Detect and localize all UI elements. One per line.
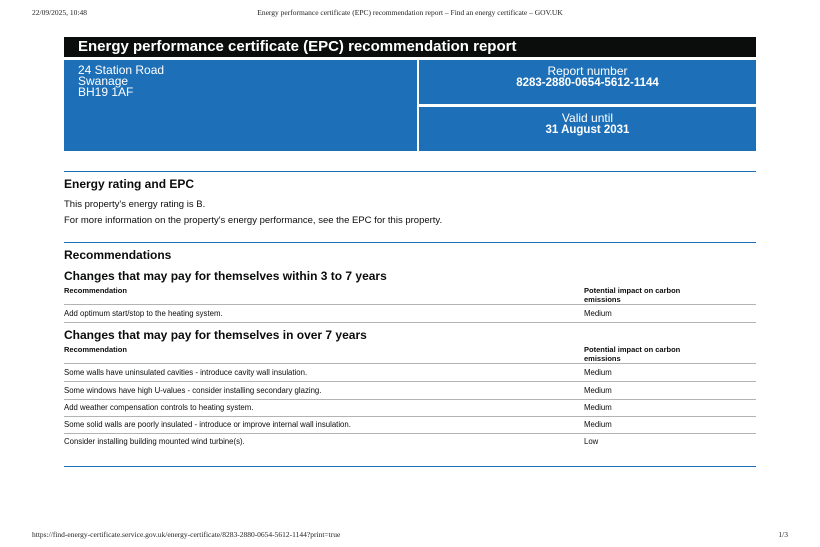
property-address xyxy=(64,60,417,151)
table-row xyxy=(64,305,756,323)
report-number-label: Report number xyxy=(547,64,628,78)
valid-until-date: 31 August 2031 xyxy=(545,124,630,136)
section-divider xyxy=(64,466,756,467)
report-number: 8283-2880-0654-5612-1144 xyxy=(516,77,659,89)
table-row xyxy=(64,416,756,434)
report-number-box xyxy=(419,60,756,104)
print-page-number: 1/3 xyxy=(778,530,788,539)
recommendation-text: Add weather compensation controls to heating system. xyxy=(64,403,254,412)
impact-value: Medium xyxy=(584,403,612,412)
col-impact xyxy=(584,286,756,304)
impact-value: Medium xyxy=(584,309,612,318)
address-line-3: BH19 1AF xyxy=(78,85,134,99)
impact-value: Medium xyxy=(584,420,612,429)
valid-until-label: Valid until xyxy=(561,111,614,125)
table-row xyxy=(64,433,756,450)
print-page-title: Energy performance certificate (EPC) recommendation report – Find an energy certificate – GOV.UK xyxy=(257,8,563,17)
impact-value: Medium xyxy=(584,386,612,395)
col-impact-line1: Potential impact on carbon xyxy=(584,345,681,354)
col-impact xyxy=(584,345,756,363)
recommendation-text: Some windows have high U-values - consider installing secondary glazing. xyxy=(64,386,322,395)
print-header xyxy=(32,8,788,20)
section-divider xyxy=(64,171,756,172)
energy-rating-more-info: For more information on the property's energy performance, see the EPC for this property. xyxy=(64,215,443,226)
table-row xyxy=(64,364,756,382)
impact-value: Medium xyxy=(584,368,612,377)
energy-rating-heading: Energy rating and EPC xyxy=(64,177,195,191)
col-impact-line1: Potential impact on carbon xyxy=(584,286,681,295)
print-url: https://find-energy-certificate.service.gov.uk/energy-certificate/8283-2880-0654-5612-1144?print=true xyxy=(32,530,341,539)
recommendation-text: Consider installing building mounted wind turbine(s). xyxy=(64,437,245,446)
report-info-grid xyxy=(64,60,756,154)
section-divider xyxy=(64,242,756,243)
table-row xyxy=(64,399,756,417)
recommendation-text: Some walls have uninsulated cavities - introduce cavity wall insulation. xyxy=(64,368,308,377)
col-recommendation: Recommendation xyxy=(64,345,127,354)
print-footer xyxy=(32,530,788,542)
address-line-1: 24 Station Road xyxy=(78,63,165,77)
address-line-2: Swanage xyxy=(78,74,129,88)
group1-heading: Changes that may pay for themselves within 3 to 7 years xyxy=(64,269,387,283)
col-impact-line2: emissions xyxy=(584,295,621,304)
col-recommendation: Recommendation xyxy=(64,286,127,295)
valid-until-box xyxy=(419,107,756,151)
print-date: 22/09/2025, 10:48 xyxy=(32,8,88,17)
impact-value: Low xyxy=(584,437,599,446)
recommendations-heading: Recommendations xyxy=(64,248,172,262)
group2-heading: Changes that may pay for themselves in over 7 years xyxy=(64,328,367,342)
report-content xyxy=(64,37,756,446)
recommendation-text: Some solid walls are poorly insulated - introduce or improve internal wall insulation. xyxy=(64,420,351,429)
table-row xyxy=(64,382,756,400)
energy-rating-text: This property's energy rating is B. xyxy=(64,199,206,210)
report-title: Energy performance certificate (EPC) recommendation report xyxy=(64,37,756,57)
col-impact-line2: emissions xyxy=(584,354,621,363)
recommendation-text: Add optimum start/stop to the heating system. xyxy=(64,309,223,318)
